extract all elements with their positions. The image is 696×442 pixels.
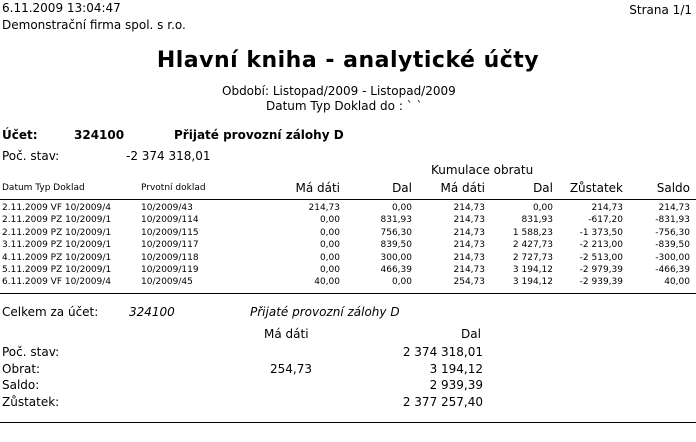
cell-cum-credit: 0,00 — [532, 203, 553, 213]
col-header-saldo: Saldo — [656, 181, 690, 195]
cell-cum-credit: 831,93 — [521, 215, 553, 226]
cell-saldo: -466,39 — [655, 265, 690, 275]
cell-cum-debit: 214,73 — [453, 240, 485, 251]
cell-saldo: 214,73 — [658, 203, 690, 213]
summary-line-credit: 3 194,12 — [429, 361, 483, 376]
cell-credit: 0,00 — [391, 277, 412, 288]
cell-debit: 214,73 — [308, 203, 340, 213]
summary-account-name: Přijaté provozní zálohy D — [250, 305, 400, 319]
opening-balance-value: -2 374 318,01 — [126, 149, 211, 163]
cell-cum-debit: 214,73 — [453, 203, 485, 213]
cell-debit: 0,00 — [319, 215, 340, 226]
cell-debit: 40,00 — [314, 277, 340, 288]
col-header-cum-credit: Dal — [533, 181, 553, 195]
cell-date-type-doc: 2.11.2009 PZ 10/2009/1 — [2, 215, 112, 226]
col-header-credit: Dal — [392, 181, 412, 195]
summary-account-number: 324100 — [129, 305, 175, 319]
cell-date-type-doc: 3.11.2009 PZ 10/2009/1 — [2, 240, 112, 251]
col-header-cum-debit: Má dáti — [440, 181, 485, 195]
cell-credit: 831,93 — [380, 215, 412, 226]
cell-cum-debit: 214,73 — [453, 227, 485, 238]
summary-col-debit: Má dáti — [264, 327, 309, 341]
account-number: 324100 — [74, 128, 125, 142]
cumulative-header: Kumulace obratu — [431, 163, 534, 177]
cell-balance: 214,73 — [591, 203, 623, 213]
table-top-rule — [0, 199, 696, 200]
summary-line-credit: 2 939,39 — [429, 378, 483, 392]
cell-balance: -2 513,00 — [579, 252, 623, 263]
report-filter: Datum Typ Doklad do : ` ` — [266, 99, 423, 113]
cell-cum-credit: 2 427,73 — [512, 240, 553, 251]
summary-line-label: Obrat: — [2, 361, 41, 376]
cell-saldo: -831,93 — [655, 215, 690, 226]
cell-credit: 839,50 — [380, 240, 412, 251]
page-number: Strana 1/1 — [629, 3, 692, 17]
cell-cum-credit: 1 588,23 — [512, 227, 553, 238]
cell-primary-doc: 10/2009/117 — [141, 240, 199, 251]
cell-cum-debit: 214,73 — [453, 252, 485, 263]
summary-line-label: Saldo: — [2, 378, 40, 392]
cell-primary-doc: 10/2009/115 — [141, 227, 199, 238]
col-header-date: Datum Typ Doklad — [2, 183, 85, 193]
cell-date-type-doc: 5.11.2009 PZ 10/2009/1 — [2, 265, 112, 275]
cell-date-type-doc: 6.11.2009 VF 10/2009/4 — [2, 277, 112, 288]
cell-primary-doc: 10/2009/118 — [141, 252, 199, 263]
summary-line-credit: 2 374 318,01 — [402, 345, 483, 359]
cell-balance: -2 213,00 — [579, 240, 623, 251]
cell-balance: -1 373,50 — [579, 227, 623, 238]
summary-line-label: Zůstatek: — [2, 394, 60, 409]
print-datetime: 6.11.2009 13:04:47 — [2, 1, 121, 15]
cell-primary-doc: 10/2009/114 — [141, 215, 199, 226]
summary-line-label: Poč. stav: — [2, 345, 60, 359]
cell-credit: 756,30 — [380, 227, 412, 238]
cell-saldo: 40,00 — [664, 277, 690, 288]
cell-saldo: -300,00 — [655, 252, 690, 263]
summary-label: Celkem za účet: — [2, 305, 99, 319]
summary-line-credit: 2 377 257,40 — [402, 394, 483, 409]
cell-date-type-doc: 4.11.2009 PZ 10/2009/1 — [2, 252, 112, 263]
cell-balance: -2 939,39 — [579, 277, 623, 288]
account-label: Účet: — [2, 128, 38, 142]
cell-balance: -617,20 — [588, 215, 623, 226]
cell-debit: 0,00 — [319, 265, 340, 275]
cell-cum-credit: 3 194,12 — [512, 277, 553, 288]
report-title: Hlavní kniha - analytické účty — [156, 48, 540, 73]
company-name: Demonstrační firma spol. s r.o. — [2, 18, 186, 32]
cell-cum-credit: 2 727,73 — [512, 252, 553, 263]
col-header-balance: Zůstatek — [569, 181, 623, 195]
cell-saldo: -756,30 — [655, 227, 690, 238]
cell-saldo: -839,50 — [655, 240, 690, 251]
cell-date-type-doc: 2.11.2009 PZ 10/2009/1 — [2, 227, 112, 238]
cell-cum-debit: 214,73 — [453, 215, 485, 226]
report-period: Období: Listopad/2009 - Listopad/2009 — [222, 84, 456, 98]
cell-debit: 0,00 — [319, 240, 340, 251]
cell-balance: -2 979,39 — [579, 265, 623, 275]
cell-debit: 0,00 — [319, 252, 340, 263]
cell-primary-doc: 10/2009/119 — [141, 265, 199, 275]
cell-cum-credit: 3 194,12 — [512, 265, 553, 275]
table-bottom-rule — [0, 293, 696, 294]
cell-credit: 0,00 — [391, 203, 412, 213]
cell-credit: 466,39 — [380, 265, 412, 275]
summary-line-debit: 254,73 — [270, 361, 312, 376]
account-name: Přijaté provozní zálohy D — [174, 128, 344, 142]
cell-date-type-doc: 2.11.2009 VF 10/2009/4 — [2, 203, 112, 213]
col-header-debit: Má dáti — [295, 181, 340, 195]
page-bottom-rule — [0, 422, 696, 423]
summary-col-credit: Dal — [461, 327, 481, 341]
cell-cum-debit: 254,73 — [453, 277, 485, 288]
opening-balance-label: Poč. stav: — [2, 149, 60, 163]
cell-cum-debit: 214,73 — [453, 265, 485, 275]
cell-primary-doc: 10/2009/43 — [141, 203, 193, 213]
col-header-primary-doc: Prvotní doklad — [141, 183, 206, 193]
cell-credit: 300,00 — [380, 252, 412, 263]
cell-debit: 0,00 — [319, 227, 340, 238]
cell-primary-doc: 10/2009/45 — [141, 277, 193, 288]
